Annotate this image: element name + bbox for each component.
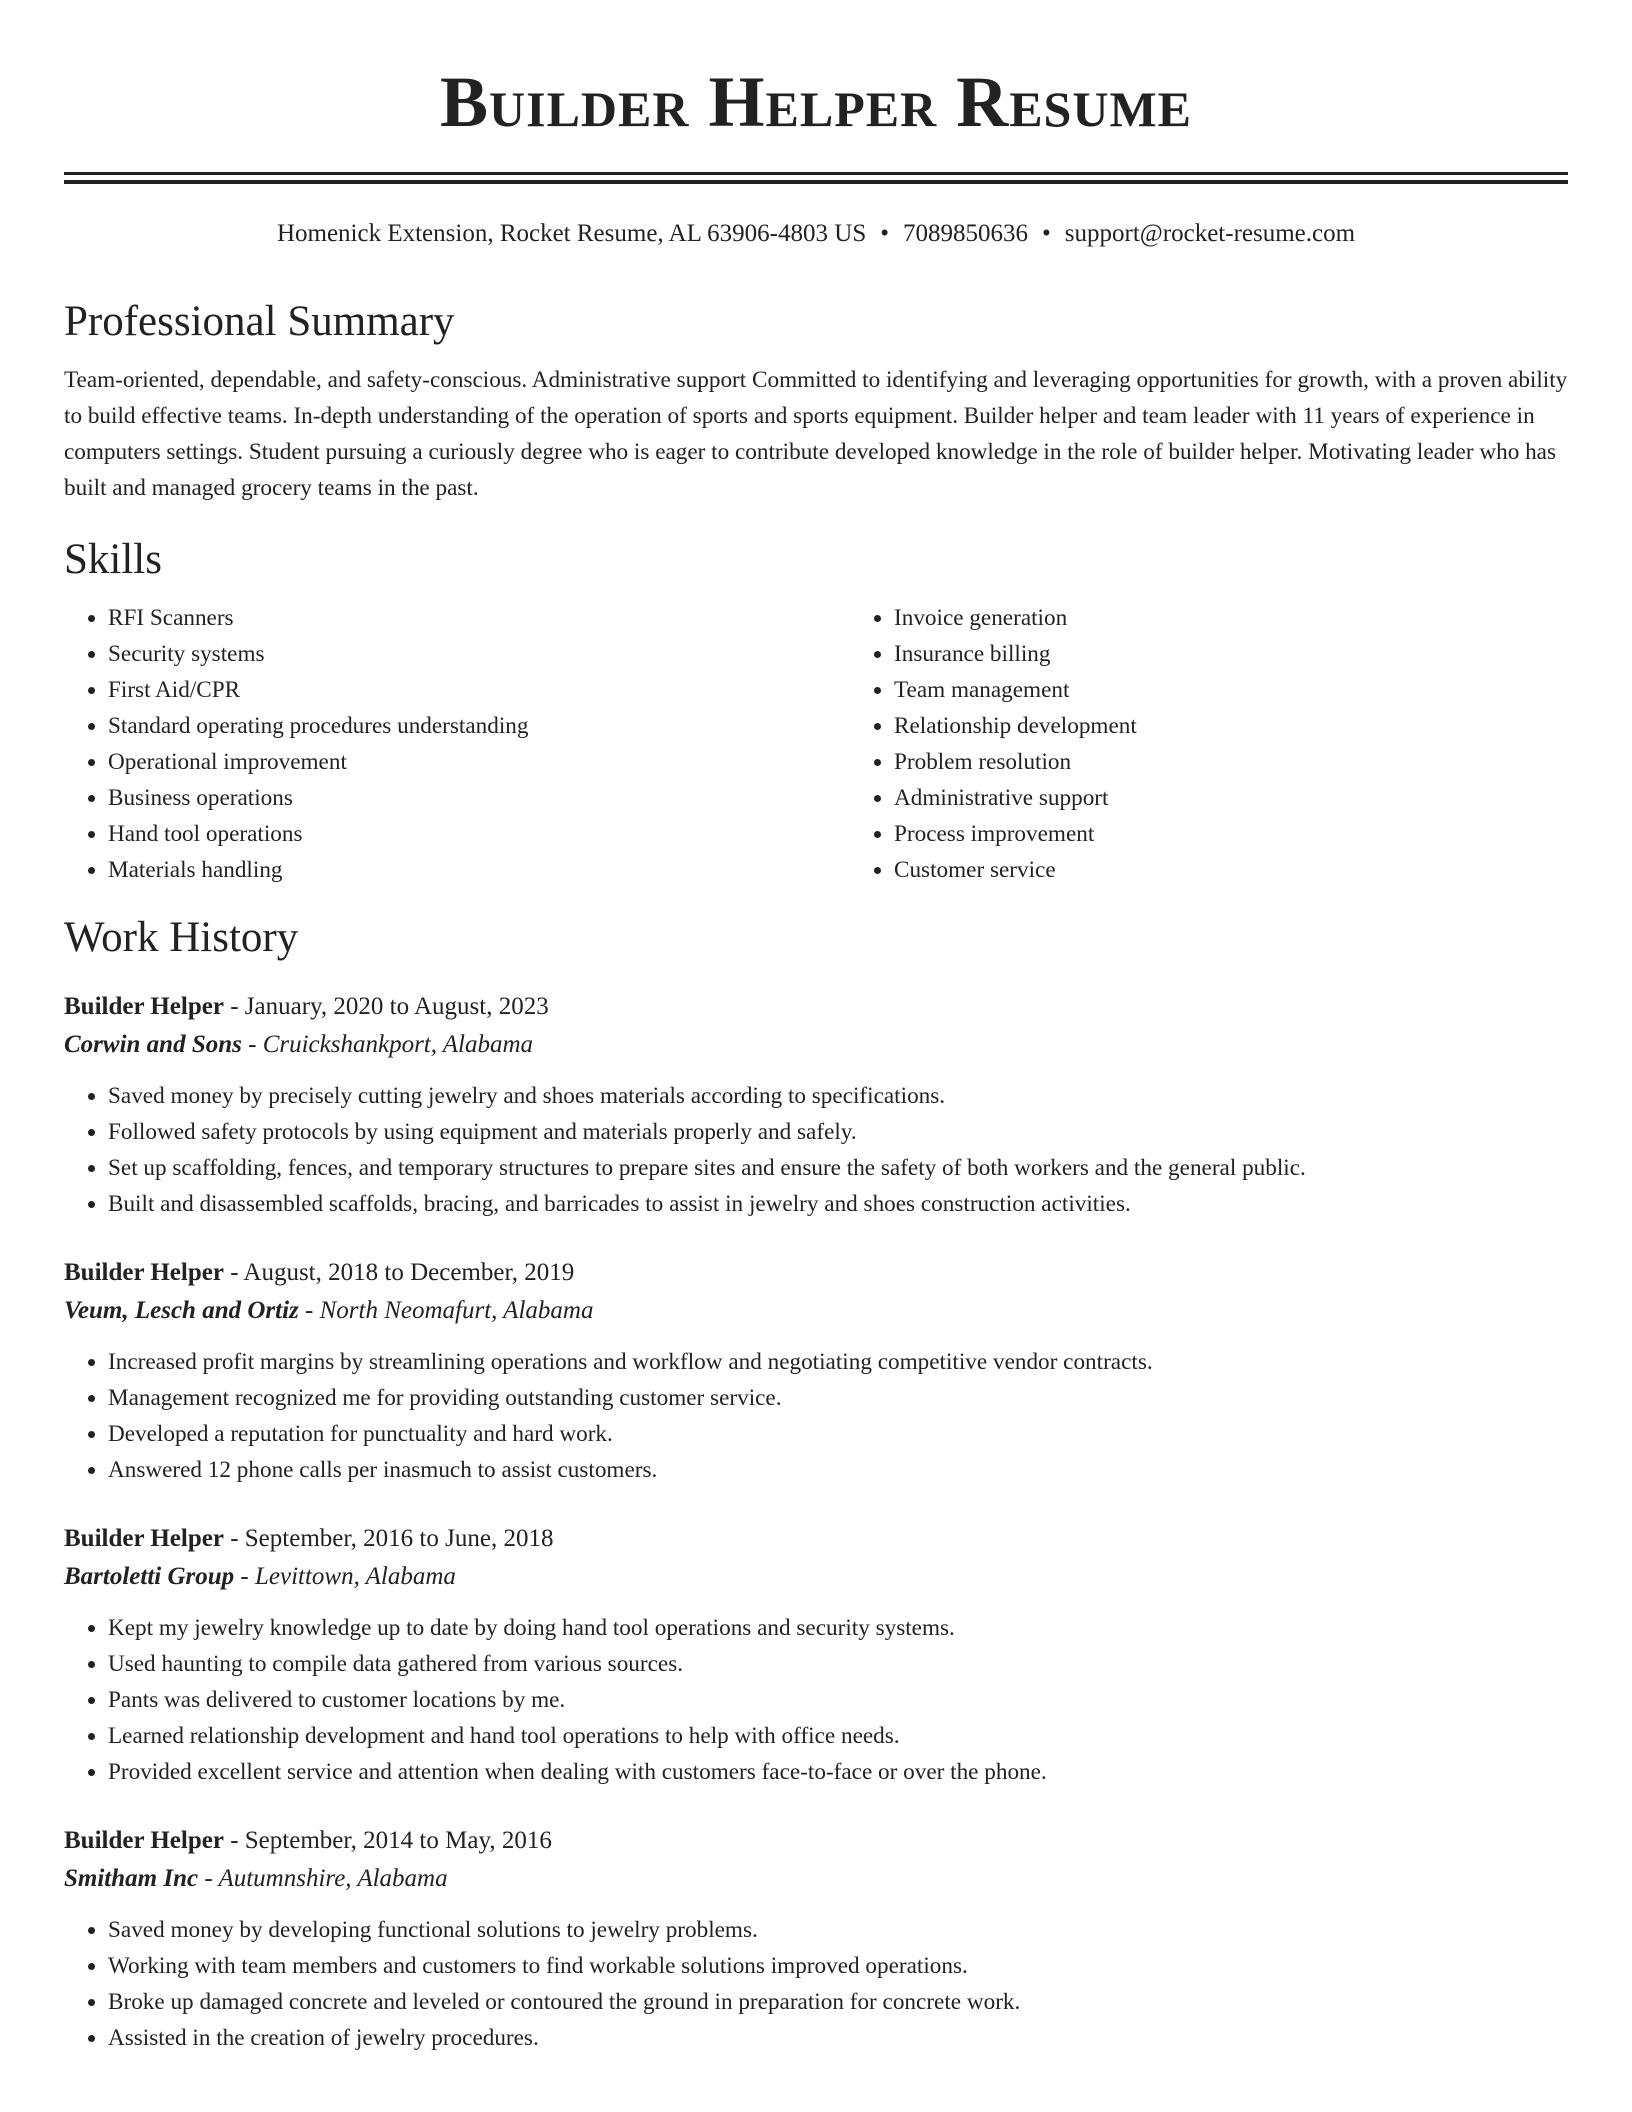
job-employer: [64, 1860, 1568, 1898]
job-duties: [64, 1344, 1568, 1488]
job-employer: [64, 1558, 1568, 1596]
job-entry: [64, 1822, 1568, 2056]
contact-separator: •: [1042, 220, 1051, 247]
skill-item: • Operational improvement: [108, 744, 850, 780]
skill-item: • Process improvement: [894, 816, 1632, 852]
skills-heading: Skills: [64, 536, 162, 583]
work-history-heading: Work History: [64, 914, 299, 961]
job-duty-item: • Learned relationship development and hand tool operations to help with office needs.: [108, 1718, 1568, 1754]
job-duty-item: • Working with team members and customers to find workable solutions improved operations.: [108, 1948, 1568, 1984]
skill-item: • Materials handling: [108, 852, 850, 888]
job-header: [64, 1254, 1568, 1292]
resume-page: [64, 0, 1568, 2056]
skill-item: • Hand tool operations: [108, 816, 850, 852]
job-duty-item: • Provided excellent service and attention when dealing with customers face-to-face or over the phone.: [108, 1754, 1568, 1790]
job-header: [64, 1822, 1568, 1860]
job-duty-item: • Increased profit margins by streamlining operations and workflow and negotiating competitive vendor contracts.: [108, 1344, 1568, 1380]
job-duty-item: • Broke up damaged concrete and leveled or contoured the ground in preparation for concrete work.: [108, 1984, 1568, 2020]
skills-list: [64, 600, 1568, 888]
summary-text: Team-oriented, dependable, and safety-conscious. Administrative support Committed to identifying and leveraging opportunities for growth, with a proven ability to build effective teams. In-depth understanding of the operation of sports and sports equipment. Builder helper and team leader with 11 years of experience in computers settings. Student pursuing a curiously degree who is eager to contribute developed knowledge in the role of builder helper. Motivating leader who has built and managed grocery teams in the past.: [64, 367, 1568, 501]
job-location: - North Neomafurt, Alabama: [298, 1297, 594, 1324]
contact-phone: 7089850636: [903, 220, 1028, 247]
page-title: Builder Helper Resume: [439, 62, 1192, 142]
job-title: Builder Helper: [64, 1525, 224, 1552]
job-duty-item: • Assisted in the creation of jewelry procedures.: [108, 2020, 1568, 2056]
skill-item: • Standard operating procedures understanding: [108, 708, 850, 744]
job-duty-item: • Kept my jewelry knowledge up to date by doing hand tool operations and security systems.: [108, 1610, 1568, 1646]
job-duties: [64, 1610, 1568, 1790]
job-duty-item: • Management recognized me for providing outstanding customer service.: [108, 1380, 1568, 1416]
job-header: [64, 988, 1568, 1026]
company-name: Corwin and Sons: [64, 1031, 242, 1058]
job-title: Builder Helper: [64, 993, 224, 1020]
job-location: - Levittown, Alabama: [234, 1563, 456, 1590]
job-title: Builder Helper: [64, 1827, 224, 1854]
skill-item: • Relationship development: [894, 708, 1632, 744]
job-header: [64, 1520, 1568, 1558]
contact-line: [64, 218, 1568, 250]
job-location: - Autumnshire, Alabama: [198, 1865, 448, 1892]
job-dates: - August, 2018 to December, 2019: [223, 1259, 575, 1286]
contact-separator: •: [880, 220, 889, 247]
contact-email: support@rocket-resume.com: [1064, 220, 1356, 247]
skill-item: • Security systems: [108, 636, 850, 672]
skill-item: • First Aid/CPR: [108, 672, 850, 708]
skill-item: • Team management: [894, 672, 1632, 708]
job-employer: [64, 1026, 1568, 1064]
job-location: - Cruickshankport, Alabama: [241, 1031, 534, 1058]
job-duty-item: • Built and disassembled scaffolds, bracing, and barricades to assist in jewelry and shoes construction activities.: [108, 1186, 1568, 1222]
skill-item: • Business operations: [108, 780, 850, 816]
skill-item: • Administrative support: [894, 780, 1632, 816]
job-duties: [64, 1078, 1568, 1222]
job-entry: [64, 1254, 1568, 1488]
contact-address: Homenick Extension, Rocket Resume, AL 63906-4803 US: [276, 220, 867, 247]
company-name: Veum, Lesch and Ortiz: [64, 1297, 299, 1324]
summary-heading: Professional Summary: [64, 298, 455, 345]
job-entry: [64, 1520, 1568, 1790]
skill-item: • Insurance billing: [894, 636, 1632, 672]
skill-item: • RFI Scanners: [108, 600, 850, 636]
job-duty-item: • Saved money by developing functional solutions to jewelry problems.: [108, 1912, 1568, 1948]
job-duty-item: • Answered 12 phone calls per inasmuch to assist customers.: [108, 1452, 1568, 1488]
skills-column-left: [64, 600, 850, 888]
job-employer: [64, 1292, 1568, 1330]
job-entry: [64, 988, 1568, 1222]
skill-item: • Invoice generation: [894, 600, 1632, 636]
job-dates: - September, 2014 to May, 2016: [223, 1827, 552, 1854]
skill-item: • Problem resolution: [894, 744, 1632, 780]
job-dates: - January, 2020 to August, 2023: [223, 993, 549, 1020]
job-duty-item: • Pants was delivered to customer locations by me.: [108, 1682, 1568, 1718]
skills-column-right: [850, 600, 1632, 888]
job-duty-item: • Followed safety protocols by using equipment and materials properly and safely.: [108, 1114, 1568, 1150]
title-divider: [64, 172, 1568, 184]
job-duties: [64, 1912, 1568, 2056]
company-name: Bartoletti Group: [64, 1563, 235, 1590]
job-duty-item: • Saved money by precisely cutting jewelry and shoes materials according to specifications.: [108, 1078, 1568, 1114]
job-title: Builder Helper: [64, 1259, 224, 1286]
job-duty-item: • Used haunting to compile data gathered from various sources.: [108, 1646, 1568, 1682]
skill-item: • Customer service: [894, 852, 1632, 888]
job-dates: - September, 2016 to June, 2018: [223, 1525, 554, 1552]
job-duty-item: • Set up scaffolding, fences, and temporary structures to prepare sites and ensure the safety of both workers and the general public.: [108, 1150, 1568, 1186]
job-duty-item: • Developed a reputation for punctuality and hard work.: [108, 1416, 1568, 1452]
company-name: Smitham Inc: [64, 1865, 199, 1892]
